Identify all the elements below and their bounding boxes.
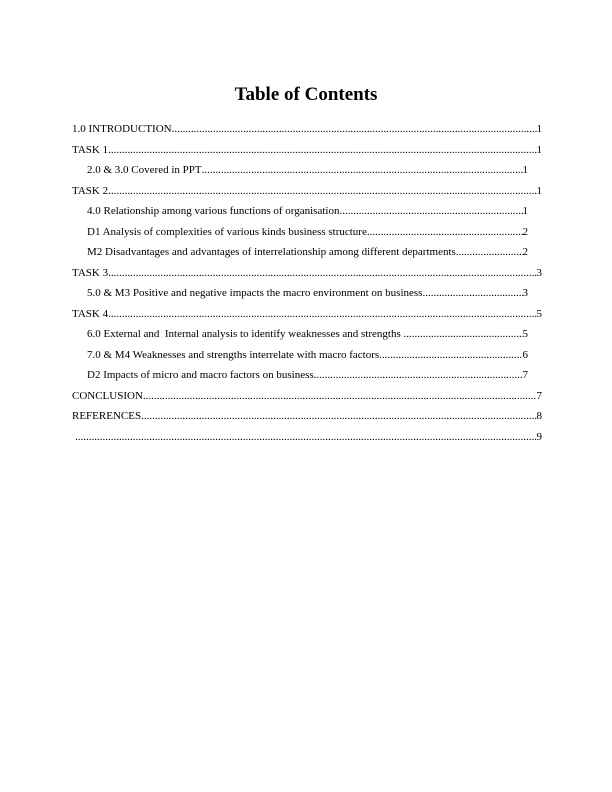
toc-entry-task-1[interactable]	[72, 140, 542, 161]
toc-entry-label: 1.0 INTRODUCTION	[72, 123, 172, 135]
dot-leader	[75, 427, 537, 448]
toc-entry-label: 4.0 Relationship among various functions of organisation	[87, 205, 340, 217]
toc-entry-task-3[interactable]	[72, 263, 542, 284]
dot-leader	[202, 160, 523, 181]
dot-leader	[172, 119, 537, 140]
toc-entry-page-number: 1	[536, 143, 542, 156]
toc-entry-label: 2.0 & 3.0 Covered in PPT	[87, 164, 202, 176]
toc-entry-page-number: 2	[522, 246, 528, 258]
toc-entry-external-internal-analysis[interactable]	[72, 324, 542, 345]
toc-entry-label: M2 Disadvantages and advantages of interrelationship among different departments	[87, 246, 456, 258]
toc-entry-references[interactable]	[72, 406, 542, 427]
dot-leader	[379, 345, 522, 366]
toc-entry-relationship-functions[interactable]	[72, 201, 542, 222]
toc-entry-d2-impacts[interactable]	[72, 365, 542, 386]
toc-entry-d1-analysis[interactable]	[72, 222, 542, 243]
toc-entry-label: 6.0 External and Internal analysis to identify weaknesses and strengths	[87, 328, 404, 340]
toc-entry-page-number: 8	[536, 410, 542, 422]
dot-leader	[456, 242, 523, 263]
toc-entry-conclusion[interactable]	[72, 386, 542, 407]
dot-leader	[403, 324, 522, 345]
toc-entry-page-number: 5	[522, 328, 528, 340]
dot-leader	[422, 283, 522, 304]
toc-entry-task-2[interactable]	[72, 181, 542, 202]
toc-entry-label: TASK 3	[72, 266, 109, 279]
toc-entry-label: 5.0 & M3 Positive and negative impacts the macro environment on business	[87, 287, 423, 299]
dot-leader	[367, 222, 523, 243]
toc-entry-macro-impacts[interactable]	[72, 283, 542, 304]
toc-entry-page-number: 3	[536, 266, 542, 279]
toc-entry-label: TASK 4	[72, 307, 109, 320]
toc-entry-page-number: 1	[522, 164, 528, 176]
toc-entry-page-number: 3	[522, 287, 528, 299]
dot-leader	[339, 201, 522, 222]
toc-entry-label: CONCLUSION	[72, 389, 143, 402]
toc-entry-label: TASK 1	[72, 143, 109, 156]
toc-entry-covered-in-ppt[interactable]	[72, 160, 542, 181]
dot-leader	[141, 406, 536, 427]
dot-leader	[314, 365, 523, 386]
dot-leader	[143, 386, 537, 407]
toc-entry-page-number: 9	[536, 430, 542, 443]
toc-entry-weaknesses-strengths[interactable]	[72, 345, 542, 366]
toc-entry-label: TASK 2	[72, 184, 109, 197]
toc-entry-page-number: 6	[522, 348, 528, 361]
toc-entry-task-4[interactable]	[72, 304, 542, 325]
toc-entry-m2-disadvantages[interactable]	[72, 242, 542, 263]
toc-entry-page-number: 5	[536, 307, 542, 320]
toc-entry-page-number: 7	[536, 389, 542, 402]
toc-entry-page-number: 2	[522, 225, 528, 238]
toc-entry-label: D1 Analysis of complexities of various kinds business structure	[87, 225, 367, 238]
toc-entry-page-number: 1	[522, 205, 528, 217]
dot-leader	[108, 304, 536, 325]
dot-leader	[108, 140, 536, 161]
toc-title: Table of Contents	[234, 84, 378, 105]
table-of-contents	[72, 119, 542, 447]
toc-entry-label: D2 Impacts of micro and macro factors on business	[87, 369, 314, 381]
toc-entry-label: 7.0 & M4 Weaknesses and strengths interrelate with macro factors	[87, 348, 380, 361]
toc-entry-introduction[interactable]	[72, 119, 542, 140]
toc-entry-untitled[interactable]	[72, 427, 542, 448]
dot-leader	[108, 263, 536, 284]
dot-leader	[108, 181, 536, 202]
toc-entry-page-number: 1	[536, 123, 542, 135]
toc-entry-page-number: 1	[536, 184, 542, 197]
toc-entry-page-number: 7	[522, 369, 528, 381]
toc-entry-label: REFERENCES	[72, 410, 142, 422]
